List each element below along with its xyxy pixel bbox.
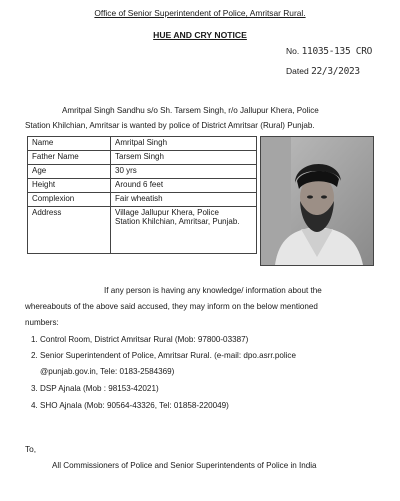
list-item: [40, 348, 400, 380]
list-item: 1. Control Room, District Amritsar Rural (Mob: 97800-03387): [40, 331, 400, 348]
address-line-1: Village Jallupur Khera, Police: [115, 208, 219, 217]
detail-label: Height: [28, 179, 111, 193]
details-table: [27, 136, 257, 254]
notice-date: [286, 66, 360, 77]
person-photo-icon: [261, 137, 373, 265]
detail-value: Amritpal Singh: [111, 137, 257, 151]
table-row: [28, 151, 257, 165]
detail-label: Address: [28, 207, 111, 254]
list-item: 3. DSP Ajnala (Mob : 98153-42021): [40, 380, 400, 397]
detail-label: Complexion: [28, 193, 111, 207]
contact-line-1: 2. Senior Superintendent of Police, Amritsar Rural. (e-mail: dpo.asrr.police: [40, 351, 296, 360]
recipients-line: All Commissioners of Police and Senior Superintendents of Police in India: [52, 461, 317, 470]
body-paragraph-line-3: numbers:: [25, 318, 59, 327]
table-row: [28, 179, 257, 193]
ref-label: No.: [286, 46, 300, 56]
detail-value: 30 yrs: [111, 165, 257, 179]
table-row: [28, 207, 257, 254]
addressee-to: To,: [25, 444, 37, 454]
intro-line-1: Amritpal Singh Sandhu s/o Sh. Tarsem Singh, r/o Jallupur Khera, Police: [62, 106, 319, 115]
body-paragraph-line-1: If any person is having any knowledge/ information about the: [104, 286, 322, 295]
detail-value: Around 6 feet: [111, 179, 257, 193]
contact-list: [22, 331, 400, 414]
table-row: [28, 137, 257, 151]
notice-title: HUE AND CRY NOTICE: [153, 30, 247, 40]
detail-value: Tarsem Singh: [111, 151, 257, 165]
detail-label: Father Name: [28, 151, 111, 165]
address-line-2: Station Khilchian, Amritsar, Punjab.: [115, 217, 240, 226]
office-heading: Office of Senior Superintendent of Police, Amritsar Rural.: [94, 8, 306, 18]
table-row: [28, 165, 257, 179]
date-value: 22/3/2023: [311, 66, 360, 77]
suspect-photo: [260, 136, 374, 266]
detail-label: Name: [28, 137, 111, 151]
ref-value: 11035-135 CRO: [301, 46, 373, 57]
table-row: [28, 193, 257, 207]
reference-number: [286, 46, 372, 57]
detail-label: Age: [28, 165, 111, 179]
detail-value: [111, 207, 257, 254]
contact-line-2: @punjab.gov.in, Tele: 0183-2584369): [40, 367, 175, 376]
list-item: 4. SHO Ajnala (Mob: 90564-43326, Tel: 01858-220049): [40, 397, 400, 414]
detail-value: Fair wheatish: [111, 193, 257, 207]
intro-line-2: Station Khilchian, Amritsar is wanted by police of District Amritsar (Rural) Punjab.: [25, 121, 315, 130]
date-label: Dated: [286, 66, 309, 76]
body-paragraph-line-2: whereabouts of the above said accused, they may inform on the below mentioned: [25, 302, 318, 311]
